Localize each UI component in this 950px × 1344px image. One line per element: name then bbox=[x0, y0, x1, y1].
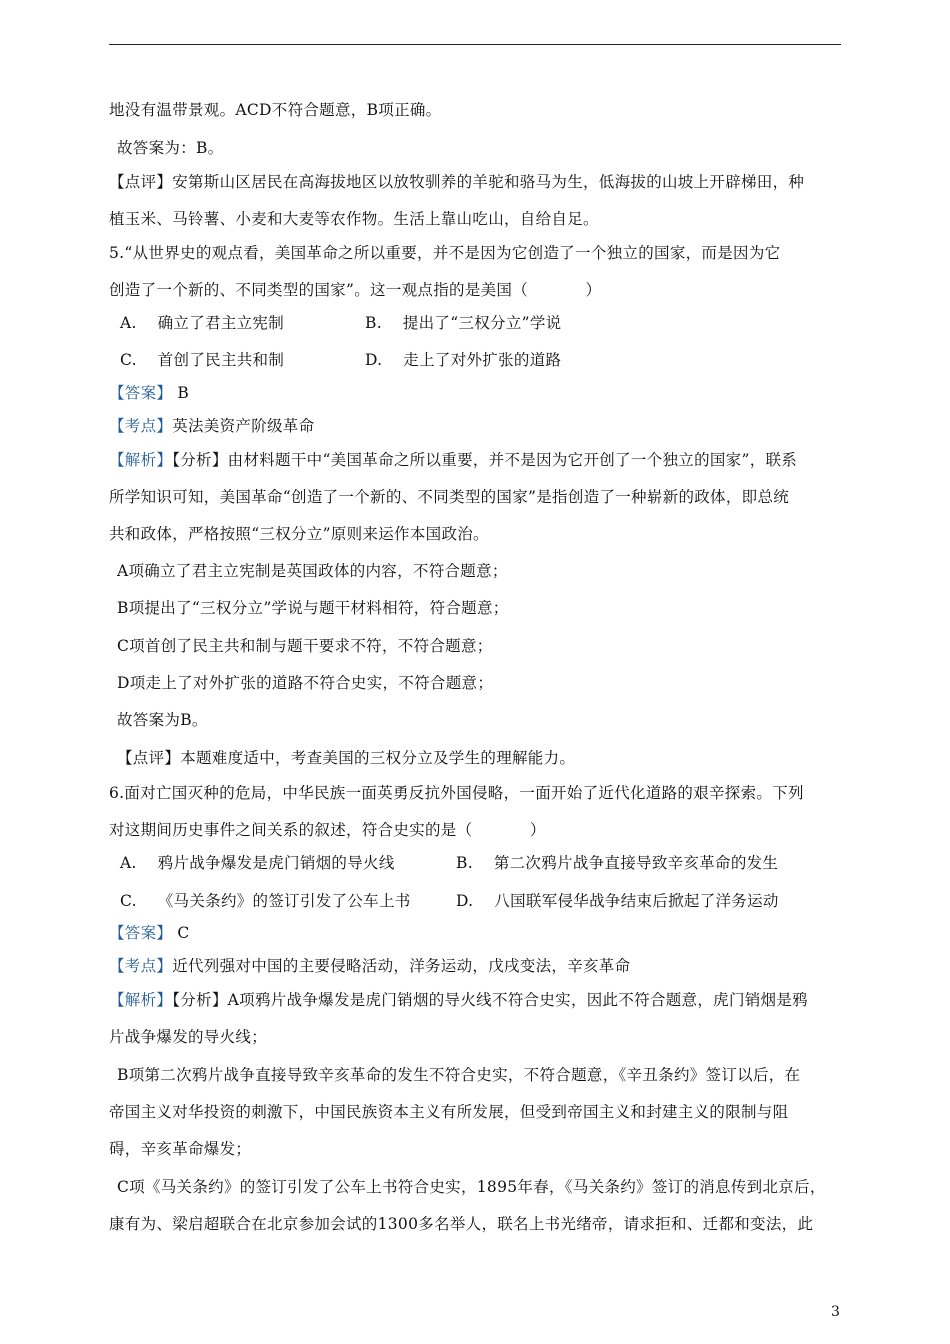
answer-value: B bbox=[172, 384, 190, 402]
q5-option-c: C. 首创了民主共和制 bbox=[120, 351, 285, 369]
q6-option-a: A. 鸦片战争爆发是虎门销烟的导火线 bbox=[120, 854, 395, 872]
q6-jiexi bbox=[109, 990, 808, 1010]
kaodian-tag: 【考点】 bbox=[109, 957, 173, 975]
text-line: 地没有温带景观。ACD不符合题意，B项正确。 bbox=[109, 101, 442, 119]
answer-tag: 【答案】 bbox=[109, 384, 173, 402]
q5-comment: 【点评】本题难度适中，考查美国的三权分立及学生的理解能力。 bbox=[117, 749, 576, 767]
q6-answer bbox=[109, 923, 190, 943]
q5-analysis-a: A项确立了君主立宪制是英国政体的内容，不符合题意； bbox=[117, 562, 508, 580]
comment-text: 安第斯山区居民在高海拔地区以放牧驯养的羊驼和骆马为生，低海拔的山坡上开辟梯田，种 bbox=[172, 173, 805, 191]
kaodian-text: 英法美资产阶级革命 bbox=[172, 417, 315, 435]
q5-kaodian bbox=[109, 416, 314, 436]
header-rule bbox=[109, 44, 841, 45]
q6-analysis-b-1: B项第二次鸦片战争直接导致辛亥革命的发生不符合史实，不符合题意，《辛丑条约》签订以后，在 bbox=[117, 1066, 801, 1084]
q6-option-c: C. 《马关条约》的签订引发了公车上书 bbox=[120, 892, 411, 910]
text-line: 植玉米、马铃薯、小麦和大麦等农作物。生活上靠山吃山，自给自足。 bbox=[109, 210, 599, 228]
answer-line: 故答案为：B。 bbox=[117, 139, 224, 157]
jiexi-tag: 【解析】 bbox=[109, 991, 173, 1009]
question-6-line-2: 对这期间历史事件之间关系的叙述，符合史实的是（ ） bbox=[109, 821, 546, 839]
q5-analysis-d: D项走上了对外扩张的道路不符合史实，不符合题意； bbox=[117, 674, 494, 692]
q6-kaodian bbox=[109, 956, 630, 976]
question-6-line-1: 6.面对亡国灭种的危局，中华民族一面英勇反抗外国侵略，一面开始了近代化道路的艰辛探索。下列 bbox=[109, 784, 804, 802]
question-5-line-1: 5.“从世界史的观点看，美国革命之所以重要，并不是因为它创造了一个独立的国家，而是因为它 bbox=[109, 244, 781, 262]
q5-analysis-b: B项提出了“三权分立”学说与题干材料相符，符合题意； bbox=[117, 599, 509, 617]
q5-option-a: A. 确立了君主立宪制 bbox=[120, 314, 285, 332]
q6-analysis-b-2: 帝国主义对华投资的刺激下，中国民族资本主义有所发展，但受到帝国主义和封建主义的限制与阻 bbox=[109, 1103, 789, 1121]
q6-analysis-c-2: 康有为、梁启超联合在北京参加会试的1300多名举人，联名上书光绪帝，请求拒和、迁都和变法，此 bbox=[109, 1215, 814, 1233]
q5-analysis-c: C项首创了民主共和制与题干要求不符，不符合题意； bbox=[117, 637, 493, 655]
page-number: 3 bbox=[831, 1304, 840, 1320]
text-line: 所学知识可知，美国革命“创造了一个新的、不同类型的国家”是指创造了一种崭新的政体，即总统 bbox=[109, 488, 790, 506]
answer-tag: 【答案】 bbox=[109, 924, 173, 942]
jiexi-tag: 【解析】 bbox=[109, 451, 173, 469]
kaodian-tag: 【考点】 bbox=[109, 417, 173, 435]
q5-answer bbox=[109, 383, 189, 403]
q5-final-answer: 故答案为B。 bbox=[117, 711, 208, 729]
jiexi-text: 【分析】A项鸦片战争爆发是虎门销烟的导火线不符合史实，因此不符合题意，虎门销烟是鸦 bbox=[172, 991, 808, 1009]
q5-option-d: D. 走上了对外扩张的道路 bbox=[365, 351, 562, 369]
q6-option-d: D. 八国联军侵华战争结束后掀起了洋务运动 bbox=[456, 892, 779, 910]
comment-line bbox=[109, 172, 804, 192]
question-5-line-2: 创造了一个新的、不同类型的国家”。这一观点指的是美国（ ） bbox=[109, 281, 602, 299]
kaodian-text: 近代列强对中国的主要侵略活动，洋务运动，戊戌变法，辛亥革命 bbox=[172, 957, 631, 975]
jiexi-text: 【分析】由材料题干中“美国革命之所以重要，并不是因为它开创了一个独立的国家”，联系 bbox=[172, 451, 798, 469]
comment-tag: 【点评】 bbox=[109, 173, 173, 191]
q6-analysis-b-3: 碍，辛亥革命爆发； bbox=[109, 1140, 252, 1158]
answer-value: C bbox=[172, 924, 190, 942]
q6-option-b: B. 第二次鸦片战争直接导致辛亥革命的发生 bbox=[456, 854, 779, 872]
q5-option-b: B. 提出了“三权分立”学说 bbox=[365, 314, 562, 332]
text-line: 共和政体，严格按照“三权分立”原则来运作本国政治。 bbox=[109, 525, 489, 543]
text-line: 片战争爆发的导火线； bbox=[109, 1028, 268, 1046]
q5-jiexi bbox=[109, 450, 797, 470]
q6-analysis-c-1: C项《马关条约》的签订引发了公车上书符合史实，1895年春，《马关条约》签订的消息传到北京后， bbox=[117, 1178, 826, 1196]
